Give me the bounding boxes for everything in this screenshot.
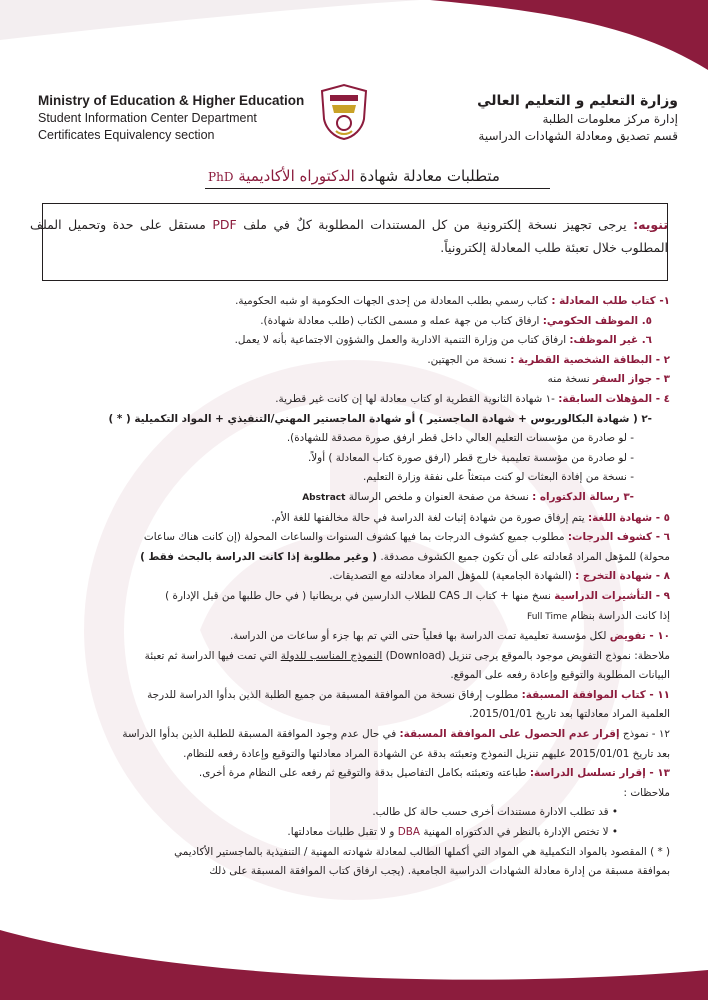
list-item bbox=[28, 370, 670, 390]
item-text: -١ شهادة الثانوية القطرية او كتاب معادلة لها إن كانت غير قطرية. bbox=[275, 392, 555, 405]
item-text: DBA bbox=[397, 826, 420, 839]
item-lead: ٤ - المؤهلات السابقة: bbox=[558, 392, 670, 405]
list-item bbox=[28, 587, 670, 607]
section-name-en: Certificates Equivalency section bbox=[38, 128, 215, 142]
item-text: نسخ منها + كتاب الـ CAS للطلاب الدارسين في بريطانيا ( في حال طلبها من قبل الإدارة ) bbox=[165, 589, 551, 602]
item-text: طباعته وتعبئته بكامل التفاصيل بدقة والتوقيع ثم رفعه على النظام مرة أخرى. bbox=[198, 767, 527, 780]
item-lead: ٨ - شهادة التخرج : bbox=[575, 570, 670, 583]
notice-label: تنويه: bbox=[633, 217, 669, 232]
note-item bbox=[28, 823, 670, 843]
footnote bbox=[28, 843, 670, 863]
top-decorative-band bbox=[0, 0, 708, 80]
item-text: ارفاق كتاب من وزارة التنمية الادارية والعمل والشؤون الاجتماعية بأنه لا يعمل. bbox=[234, 334, 567, 347]
notice-pdf: PDF bbox=[212, 217, 237, 232]
notice-text-b: مستقل على حدة وتحميل الملف المطلوب خلال تعبئة طلب المعادلة إلكترونياً. bbox=[30, 217, 668, 255]
ministry-emblem-icon bbox=[318, 83, 370, 141]
list-item bbox=[28, 705, 670, 725]
item-text: نسخة منه bbox=[547, 373, 590, 386]
list-item bbox=[28, 468, 670, 488]
item-text: مطلوب جميع كشوف الدرجات بما فيها كشوف السنوات والساعات المحولة (إن كانت هناك ساعات bbox=[143, 531, 565, 544]
list-item bbox=[28, 548, 670, 568]
page-title bbox=[0, 165, 708, 188]
notes-heading: ملاحظات : bbox=[623, 786, 670, 799]
item-text: ارفاق كتاب من جهة عمله و مسمى الكتاب (طلب معادلة شهادة). bbox=[260, 314, 540, 327]
item-text: البيانات المطلوبة والتوقيع وإعادة رفعه على الموقع. bbox=[450, 669, 670, 682]
item-lead: ٦ - كشوف الدرجات: bbox=[567, 531, 670, 544]
title-underline bbox=[205, 188, 550, 189]
title-phd: PhD bbox=[208, 170, 234, 184]
item-text: مطلوب إرفاق نسخة من الموافقة المسبقة من جميع الطلبة الذين بدأوا الدراسة للدرجة bbox=[147, 688, 519, 701]
item-text: ملاحظة: نموذج التفويض موجود بالموقع يرجى تنزيل (Download) bbox=[385, 649, 670, 662]
note-item bbox=[28, 803, 670, 823]
item-text: و لا تقبل طلبات معادلتها. bbox=[287, 826, 395, 839]
item-text: نسخة من الجهتين. bbox=[427, 353, 507, 366]
list-item bbox=[28, 410, 670, 430]
title-accent: الدكتوراه الأكاديمية bbox=[238, 167, 355, 185]
item-text: نسخة من صفحة العنوان و ملخص الرسالة bbox=[348, 490, 529, 503]
item-text: العلمية المراد معادلتها بعد تاريخ 2015/01/01. bbox=[469, 708, 670, 721]
item-lead: ١- كتاب طلب المعادلة : bbox=[551, 295, 670, 307]
item-text: Abstract bbox=[302, 492, 346, 503]
item-text: كتاب رسمي بطلب المعادلة من إحدى الجهات الحكومية او شبه الحكومية. bbox=[235, 295, 549, 307]
list-item bbox=[28, 567, 670, 587]
item-text: Full Time bbox=[527, 611, 568, 622]
list-item bbox=[28, 488, 670, 509]
item-lead: ٦. غير الموظف: bbox=[569, 334, 652, 347]
item-text: - نسخة من إفادة البعثات لو كنت مبتعثاً على نفقة وزارة التعليم. bbox=[363, 471, 634, 484]
item-text: بموافقة مسبقة من إدارة معادلة الشهادات الدراسية الجامعية. (يجب ارفاق كتاب الموافقة المسبقة على ذلك bbox=[209, 865, 670, 878]
item-text: بعد تاريخ 2015/01/01 عليهم تنزيل النموذج وتعبئته بدقة عن الشهادة المراد معادلتها والتوقيع وإعادة رفعه للنظام. bbox=[183, 747, 670, 760]
item-text: التي تمت فيها الدراسة ثم تعبئة bbox=[144, 649, 278, 662]
item-text: إذا كانت الدراسة بنظام bbox=[570, 609, 670, 622]
requirements-list bbox=[28, 292, 670, 882]
item-text: ( وغير مطلوبة إذا كانت الدراسة بالبحث فقط ) bbox=[140, 550, 378, 563]
item-text: قد تطلب الادارة مستندات أخرى حسب حالة كل طالب. bbox=[372, 806, 609, 819]
ministry-name-ar: وزارة التعليم و التعليم العالي bbox=[477, 93, 678, 109]
list-item bbox=[28, 429, 670, 449]
item-lead: -٣ رسالة الدكتوراه : bbox=[532, 490, 634, 503]
list-item bbox=[28, 351, 670, 371]
item-lead: ٣ - جواز السفر bbox=[592, 373, 670, 386]
item-text: (الشهادة الجامعية) للمؤهل المراد معادلته مع التصديقات. bbox=[329, 570, 572, 583]
header-english bbox=[38, 92, 338, 144]
notice-text-a: يرجى تجهيز نسخة إلكترونية من كل المستندات المطلوبة كلٌ في ملف bbox=[243, 217, 627, 232]
list-item bbox=[28, 764, 670, 784]
item-lead: ١١ - كتاب الموافقة المسبقة: bbox=[521, 688, 670, 701]
list-item bbox=[28, 627, 670, 647]
item-text: لكل مؤسسة تعليمية تمت الدراسة بها فعلياً حتى التي تم بها جزء أو ساعات من الدراسة. bbox=[229, 630, 607, 643]
item-text: ( * ) المقصود بالمواد التكميلية هي المواد التي أكملها الطالب لمعادلة شهادته المهنية / التنفيذية بالماجستير الأكاديمي bbox=[174, 845, 670, 858]
list-item bbox=[28, 725, 670, 745]
list-item bbox=[28, 390, 670, 410]
list-item bbox=[28, 745, 670, 765]
department-name-ar: إدارة مركز معلومات الطلبة bbox=[542, 112, 678, 126]
ministry-name-en: Ministry of Education & Higher Education bbox=[38, 93, 305, 108]
item-text: -٢ ( شهادة البكالوريوس + شهادة الماجستير ) أو شهادة الماجستير المهني/التنفيذي + المواد التكميلية ( * ) bbox=[108, 412, 652, 425]
list-item bbox=[28, 528, 670, 548]
list-item bbox=[28, 331, 670, 351]
list-item bbox=[28, 312, 670, 332]
item-lead: ٥. الموظف الحكومي: bbox=[542, 314, 652, 327]
list-item bbox=[28, 449, 670, 469]
item-text: النموذج المناسب للدولة bbox=[280, 649, 383, 662]
item-lead: ٥ - شهادة اللغة: bbox=[588, 511, 670, 524]
department-name-en: Student Information Center Department bbox=[38, 111, 257, 125]
bottom-decorative-band bbox=[0, 910, 708, 1000]
item-text: في حال عدم وجود الموافقة المسبقة للطلبة الذين بدأوا الدراسة bbox=[122, 728, 397, 741]
list-item bbox=[28, 292, 670, 312]
list-item bbox=[28, 647, 670, 667]
item-lead: ١٠ - تفويض bbox=[609, 630, 670, 643]
item-lead: ٩ - التأشيرات الدراسية bbox=[554, 589, 670, 602]
item-text: يتم إرفاق صورة من شهادة إثبات لغة الدراسة في حالة مخالفتها للغة الأم. bbox=[271, 511, 585, 524]
list-item bbox=[28, 509, 670, 529]
item-lead: ٢ - البطاقة الشخصية القطرية : bbox=[510, 353, 670, 366]
item-text: - لو صادرة من مؤسسة تعليمية خارج قطر (ارفق صورة كتاب المعادلة ) أولاً. bbox=[307, 451, 634, 464]
item-text: محولة) للمؤهل المراد مُعادلته على أن تكون جميع الكشوف مصدقة. bbox=[380, 550, 670, 563]
section-name-ar: قسم تصديق ومعادلة الشهادات الدراسية bbox=[478, 129, 678, 143]
item-lead: إقرار عدم الحصول على الموافقة المسبقة: bbox=[399, 728, 620, 741]
item-text: - لو صادرة من مؤسسات التعليم العالي داخل قطر ارفق صورة مصدقة للشهادة). bbox=[286, 432, 634, 445]
title-main: متطلبات معادلة شهادة bbox=[359, 167, 500, 185]
list-item bbox=[28, 607, 670, 628]
list-item bbox=[28, 686, 670, 706]
notice-text bbox=[30, 213, 668, 259]
item-text: ١٢ - نموذج bbox=[622, 728, 670, 741]
footnote bbox=[28, 862, 670, 882]
header-arabic bbox=[378, 92, 678, 145]
list-item bbox=[28, 666, 670, 686]
item-text: لا تختص الإدارة بالنظر في الدكتوراه المهنية bbox=[423, 826, 609, 839]
item-lead: ١٣ - إقرار تسلسل الدراسة: bbox=[529, 767, 670, 780]
